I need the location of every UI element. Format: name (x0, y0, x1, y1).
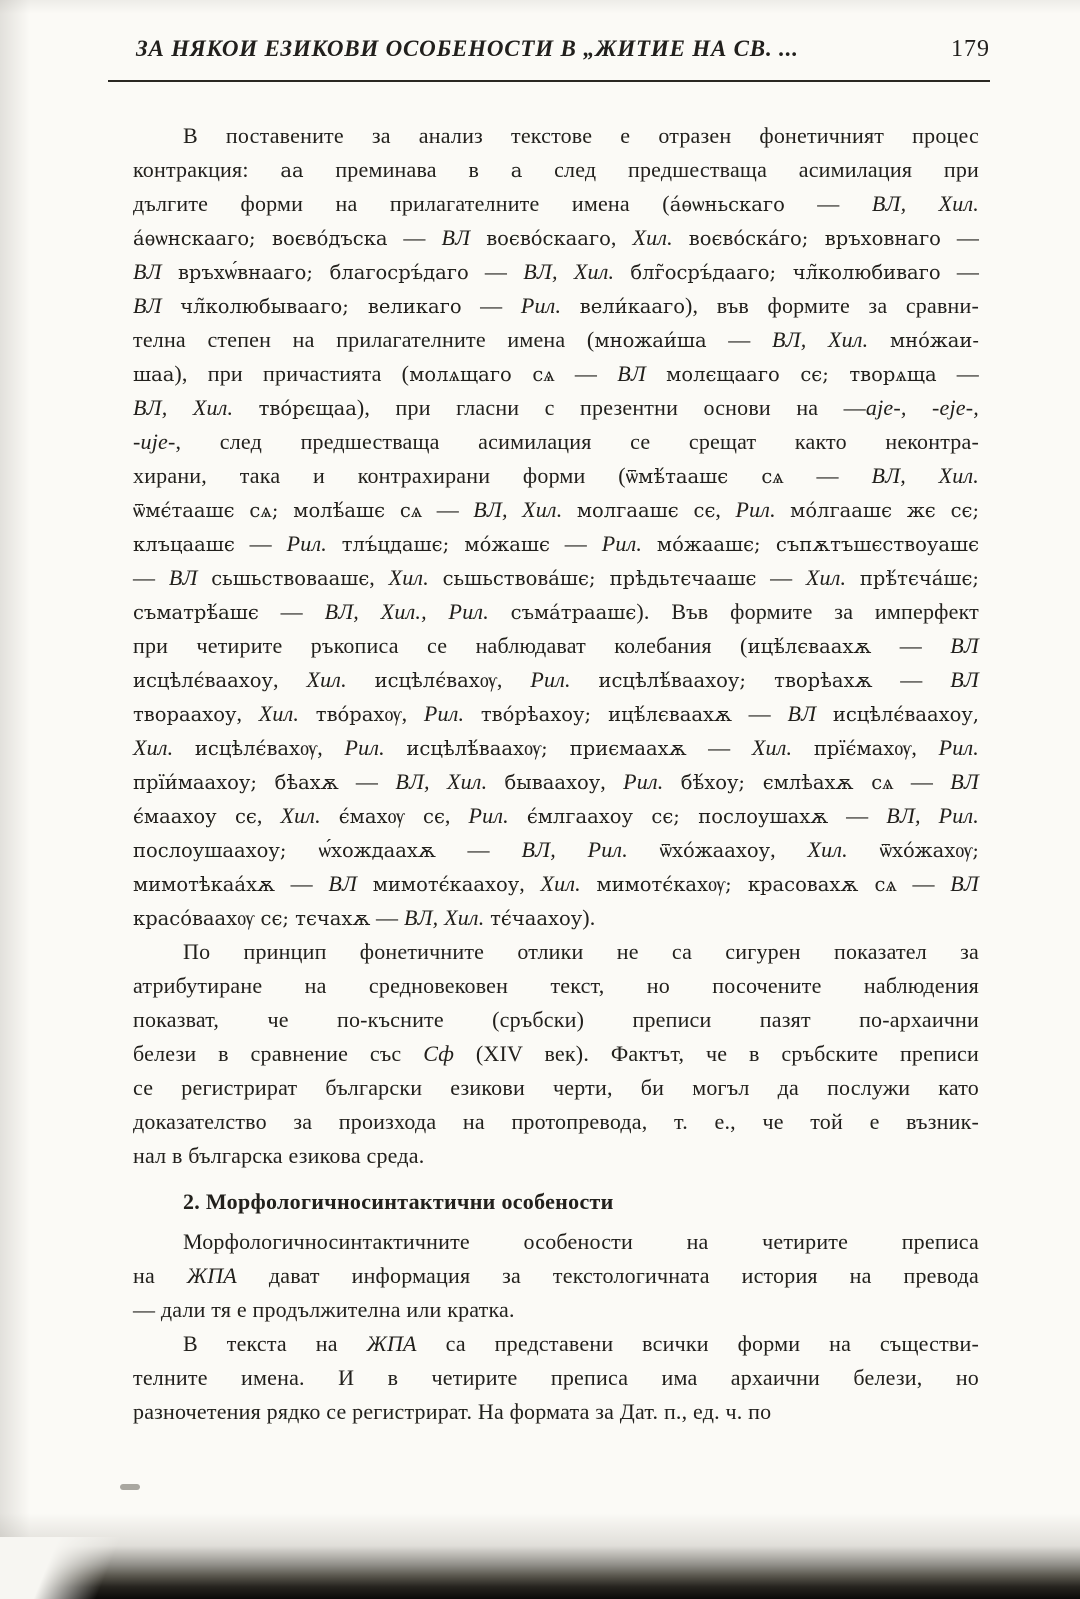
text-run: тво́рахѹ (315, 703, 402, 726)
text-run: , (519, 871, 541, 896)
text-run: молєщааго сє; творѧща (666, 363, 937, 386)
text-run: Рил. (520, 293, 562, 318)
text-run: ВЛ, Рил. (886, 803, 979, 828)
text-run (571, 667, 599, 692)
text-line (133, 561, 979, 595)
text-run: ВЛ (168, 565, 198, 590)
text-line (133, 255, 979, 289)
text-run: ВЛ (950, 667, 979, 692)
text-run: ), при гласни с презентни основи на — (356, 395, 866, 420)
text-run: ). Във формите за имперфект (636, 599, 979, 624)
text-run: мо́жаашє; съпѫтъшєствоуашє (656, 533, 979, 556)
text-run: тво́рєщаа (258, 397, 357, 420)
text-run (464, 701, 481, 726)
text-run: , (715, 497, 736, 522)
text-run (642, 531, 657, 556)
text-line (133, 323, 979, 357)
text-run: исцѣлє́ваахоу, (832, 703, 979, 726)
text-run: — (940, 259, 980, 284)
text-line (133, 1071, 979, 1105)
page-number: 179 (951, 36, 990, 62)
text-line (133, 697, 979, 731)
text-run: чл̃колюбывааго; великаго (180, 295, 462, 318)
text-run: — (936, 361, 979, 386)
text-run: Хил. (306, 667, 347, 692)
text-run: , (236, 701, 259, 726)
text-line (133, 1361, 979, 1395)
text-run: Рил. (938, 735, 980, 760)
text-run: Хил. (540, 871, 581, 896)
text-run: хирани, така и контрахирани форми ( (133, 463, 626, 488)
text-run: , (610, 225, 633, 250)
text-run: доказателство за произхода на протопревода, т. е., че той е възник- (133, 1109, 979, 1134)
text-run (327, 531, 342, 556)
text-line (133, 425, 979, 459)
text-line (133, 1395, 979, 1429)
text-run: молѧщаго сѧ (409, 363, 555, 386)
text-run (561, 293, 580, 318)
text-body (133, 119, 979, 1429)
text-line (133, 221, 979, 255)
text-run: исцѣлє́ваахоу (133, 669, 273, 692)
text-run: — (706, 327, 773, 352)
text-run: — (896, 871, 951, 896)
text-run: — (468, 259, 524, 284)
text-run: , (272, 667, 307, 692)
text-run: показват, че по-късните (сръбски) преписи пазят по-архаични (133, 1007, 979, 1032)
text-run (198, 565, 212, 590)
text-run: се регистрират български езикови черти, би могъл да послужи като (133, 1075, 979, 1100)
text-run: исцѣлє́вахѹ (374, 669, 497, 692)
text-run: послоушаахоу; ѡ́хождаахѫ (133, 839, 436, 862)
text-run: В текста на (183, 1331, 367, 1356)
text-run: — (554, 361, 618, 386)
header-title: ЗА НЯКОИ ЕЗИКОВИ ОСОБЕНОСТИ В „ЖИТИЕ НА СВ. ... (136, 36, 799, 61)
section-heading (133, 1185, 979, 1219)
text-run: Хил. (807, 837, 848, 862)
text-run (162, 259, 178, 284)
text-run: — (133, 565, 169, 590)
text-run: исцѣлѣ́ваахѹ; приємаахѫ (406, 737, 687, 760)
text-run: мно́жаи- (889, 329, 979, 352)
scan-margin-mark (120, 1484, 140, 1490)
text-run: ). (582, 905, 596, 930)
text-line (133, 357, 979, 391)
text-run: — (461, 293, 521, 318)
text-run: , (401, 701, 424, 726)
text-run: , (911, 735, 939, 760)
text-run: є́маахоу сє (133, 805, 257, 828)
text-run (470, 225, 486, 250)
text-run: , (770, 837, 808, 862)
text-run: съматрѣ́ашє (133, 601, 259, 624)
text-line (133, 935, 979, 969)
text-run: разночетения рядко се регистрират. На формата за Дат. п., ед. ч. по (133, 1399, 772, 1424)
text-run: Хил. (258, 701, 300, 726)
text-run: белези в сравнение със (133, 1041, 424, 1066)
text-run: твораахоу (133, 703, 237, 726)
text-run: — (783, 463, 872, 488)
text-run: Рил. (623, 769, 664, 794)
text-run: — (435, 837, 522, 862)
scan-top-shade (0, 0, 1080, 14)
text-run: исцѣлє́вахѹ (194, 737, 318, 760)
text-run: молгаашє сє (576, 499, 716, 522)
text-run: — (784, 191, 872, 216)
text-run: тво́рѣахоу; ицѣ́лєваахѫ (480, 703, 732, 726)
text-run: — (871, 633, 951, 658)
text-run: дългите форми на прилагателните имена ( (133, 191, 670, 216)
text-run: ВЛ, Хил. (523, 259, 615, 284)
text-run: ЖПА (186, 1263, 237, 1288)
text-run: воєво́скааго (486, 227, 611, 250)
text-run: сьшьствоваашє (211, 567, 370, 590)
text-run: а (510, 159, 523, 182)
text-run: исцѣлѣ́ваахоу; творѣахѫ (598, 669, 873, 692)
text-run: след предшестваща асимилация при (522, 157, 979, 182)
text-run (816, 701, 833, 726)
text-run: връхѡ́внааго; благосръ́даго (177, 261, 469, 284)
text-run: тлъ́цдашє; мо́жашє (341, 533, 550, 556)
text-run: ВЛ, Хил., Рил. (324, 599, 489, 624)
text-line (133, 765, 979, 799)
text-run: , (256, 803, 281, 828)
text-run: а́ѳѡнскааго; воєво́дъска (133, 227, 388, 250)
text-run: телна степен на прилагателните имена ( (133, 327, 595, 352)
text-run: прїє́махѹ (813, 737, 912, 760)
text-run: множаи́ша (594, 329, 707, 352)
text-run: дават информация за текстологичната история на превода (236, 1263, 979, 1288)
text-run (868, 327, 890, 352)
text-run: клъцаашє (133, 533, 235, 556)
text-run: контракция: (133, 157, 281, 182)
text-run (162, 293, 181, 318)
text-run: ицѣ́лєваахѫ (747, 635, 872, 658)
running-header (108, 36, 990, 63)
text-line (133, 1259, 979, 1293)
text-run: — (422, 497, 474, 522)
text-run: ВЛ (950, 871, 980, 896)
text-run: ВЛ (441, 225, 471, 250)
text-run: бѣ́хоу; ємлѣахѫ сѧ (680, 771, 894, 794)
text-run (673, 225, 689, 250)
text-run: — (387, 225, 442, 250)
text-run: а́ѳѡньскаго (669, 193, 785, 216)
text-run (233, 395, 258, 420)
text-run: Хил. (632, 225, 673, 250)
text-run: Хил. (751, 735, 793, 760)
text-run (848, 837, 880, 862)
text-run: вели́кааго (579, 295, 686, 318)
text-run: ВЛ (950, 769, 979, 794)
text-line (133, 595, 979, 629)
text-run: атрибутиране на средновековен текст, но посочените наблюдения (133, 973, 979, 998)
text-line (133, 187, 979, 221)
text-run (846, 565, 860, 590)
text-run: ВЛ, Хил. (772, 327, 869, 352)
text-run: ), при причастията ( (174, 361, 410, 386)
text-run (646, 361, 666, 386)
text-line (133, 1139, 979, 1173)
text-line (133, 153, 979, 187)
text-run: сьшьствова́шє; прѣдьтєчаашє (442, 567, 757, 590)
scan-corner-curl (0, 1537, 170, 1599)
text-run (299, 701, 316, 726)
text-run: мимотѣкаа́хѫ (133, 873, 275, 896)
text-run (173, 735, 195, 760)
text-run: ВЛ, Хил. (133, 395, 234, 420)
text-run: Хил. (133, 735, 174, 760)
text-run: са представени всички форми на съществи- (416, 1331, 979, 1356)
text-run: красо́ваахѹ сє; тєчахѫ (133, 907, 371, 930)
text-run: ВЛ (133, 259, 162, 284)
text-run: — (731, 701, 788, 726)
text-run: — (275, 871, 329, 896)
text-line (133, 731, 979, 765)
text-run: ВЛ, Хил. (871, 191, 979, 216)
text-run: aje-, -eje-, (865, 395, 979, 420)
text-run: ѿмѣ́таашє сѧ (625, 465, 784, 488)
text-run: аа (280, 159, 304, 182)
text-run: ВЛ (133, 293, 162, 318)
text-run: ВЛ, Хил. (403, 905, 485, 930)
text-run (628, 837, 660, 862)
text-run (776, 497, 790, 522)
text-run: є́махѹ сє (338, 805, 445, 828)
text-run: ЖПА (366, 1331, 417, 1356)
text-run: Хил. (280, 803, 321, 828)
text-run: , (317, 735, 345, 760)
text-run (614, 259, 630, 284)
text-line (133, 119, 979, 153)
text-run: ВЛ, Рил. (521, 837, 628, 862)
text-line (133, 833, 979, 867)
text-run: Хил. (805, 565, 847, 590)
text-run (429, 565, 443, 590)
text-run: — (756, 565, 806, 590)
text-run (321, 803, 339, 828)
text-run: , след предшестваща асимилация се срещат както неконтра- (175, 429, 979, 454)
text-run: — (940, 225, 980, 250)
text-run: ВЛ, Хил. (871, 463, 979, 488)
text-run: Сф (423, 1041, 455, 1066)
text-run (347, 667, 375, 692)
text-run: бываахоу (504, 771, 601, 794)
text-run: -uje- (133, 429, 176, 454)
text-run: (XIV век). Фактът, че в сръбските преписи (454, 1041, 979, 1066)
text-run: ѿхо́жаахоу (659, 839, 771, 862)
text-line (133, 459, 979, 493)
text-run (385, 735, 407, 760)
text-run: — (234, 531, 287, 556)
text-run (489, 599, 511, 624)
text-run: Рил. (344, 735, 385, 760)
text-run: — (893, 769, 951, 794)
scan-left-shadow (0, 0, 30, 1599)
text-run: Хил. (388, 565, 429, 590)
text-line (133, 969, 979, 1003)
text-run: нал в българска езикова среда. (133, 1143, 425, 1168)
text-line (133, 1293, 979, 1327)
text-run: преминава в (303, 157, 511, 182)
text-run: — (828, 803, 887, 828)
text-run: — дали тя е продължителна или кратка. (133, 1297, 515, 1322)
text-line (133, 1003, 979, 1037)
text-run: В поставените за анализ текстове е отразен фонетичният процес (183, 123, 979, 148)
text-run: — (549, 531, 602, 556)
text-run (487, 769, 504, 794)
text-line (133, 1327, 979, 1361)
text-run: мимотє́каахоу (372, 873, 520, 896)
text-run: на (133, 1263, 187, 1288)
text-run: Рил. (286, 531, 327, 556)
text-run: — (258, 599, 325, 624)
text-run: , (369, 565, 389, 590)
text-run: — (338, 769, 396, 794)
text-run: мимотє́кахѹ; красовахѫ сѧ (596, 873, 897, 896)
text-run: , (600, 769, 624, 794)
text-run: , (444, 803, 469, 828)
text-run: телните имена. И в четирите преписа има архаични белези, но (133, 1365, 979, 1390)
text-run: прѣ́тєча́шє; (859, 567, 980, 590)
text-run: прїи́маахоу; бѣахѫ (133, 771, 339, 794)
text-run: ВЛ (328, 871, 358, 896)
text-run: 2. Морфологичносинтактични особености (183, 1189, 614, 1214)
text-run: ВЛ (787, 701, 817, 726)
text-run: ѿмє́таашє сѧ; молѣ́ашє сѧ (133, 499, 423, 522)
text-run: — (872, 667, 951, 692)
text-run: ѿхо́жахѹ; (879, 839, 979, 862)
text-run (562, 497, 576, 522)
text-run: шаа (133, 363, 175, 386)
text-run: Морфологичносинтактичните особености на четирите преписа (183, 1229, 979, 1254)
text-line (133, 1105, 979, 1139)
text-run: воєво́ска́го; връховнаго (688, 227, 941, 250)
text-run: ВЛ (950, 633, 979, 658)
text-run: є́млгаахоу сє; послоушахѫ (526, 805, 829, 828)
text-line (133, 289, 979, 323)
text-run (509, 803, 527, 828)
text-line (133, 629, 979, 663)
text-line (133, 867, 979, 901)
text-run: при четирите ръкописа се наблюдават колебания ( (133, 633, 748, 658)
text-run (663, 769, 680, 794)
text-line (133, 663, 979, 697)
text-run: Рил. (735, 497, 776, 522)
text-line (133, 799, 979, 833)
text-run: мо́лгаашє жє сє; (790, 499, 980, 522)
text-run: ВЛ, Хил. (473, 497, 563, 522)
text-run: Рил. (530, 667, 571, 692)
text-run: По принцип фонетичните отлики не са сигурен показател за (183, 939, 979, 964)
text-run (792, 735, 814, 760)
header-rule (108, 80, 990, 82)
text-run: — (686, 735, 752, 760)
text-line (133, 493, 979, 527)
text-run: ), във формите за сравни- (685, 293, 980, 318)
text-run (581, 871, 597, 896)
text-run: — (370, 905, 404, 930)
text-line (133, 391, 979, 425)
text-run: , (496, 667, 531, 692)
text-line (133, 1225, 979, 1259)
text-run: съма́траашє (510, 601, 637, 624)
text-line (133, 527, 979, 561)
text-run (357, 871, 373, 896)
text-run: Рил. (423, 701, 465, 726)
text-run: ВЛ, Хил. (395, 769, 488, 794)
text-run: блг̃осръ́дааго; чл̃колюбиваго (630, 261, 941, 284)
text-run: Рил. (601, 531, 643, 556)
text-run: Рил. (468, 803, 509, 828)
text-line (133, 901, 979, 935)
text-run: ВЛ (617, 361, 647, 386)
text-line (133, 1037, 979, 1071)
text-run: тє́чаахоу (490, 907, 583, 930)
